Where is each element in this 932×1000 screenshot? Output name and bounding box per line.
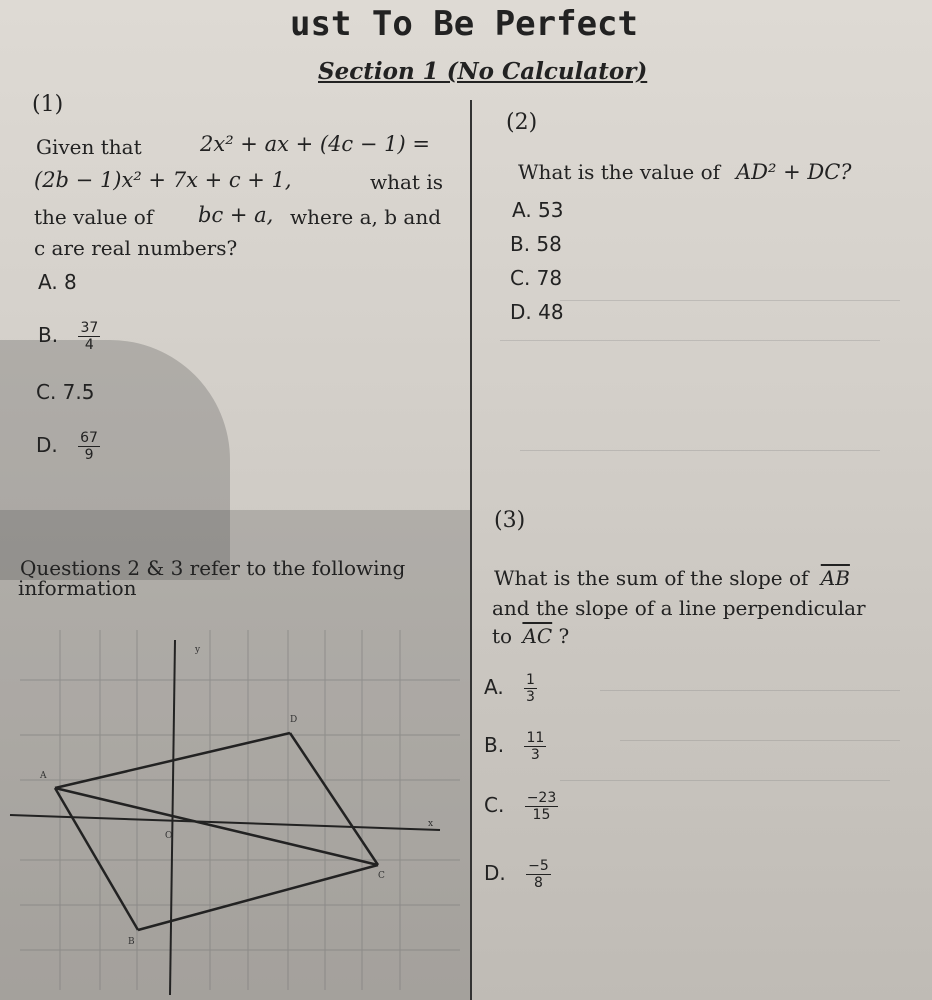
point-d-label: D bbox=[290, 715, 298, 725]
segment-ba bbox=[55, 788, 138, 930]
question-1-text: the value of bbox=[34, 205, 154, 229]
question-3-option-c: C. $\frac{-23}{15}$ bbox=[484, 790, 557, 823]
question-3-text: What is the sum of the slope of $\overline{AB}$ bbox=[494, 566, 850, 590]
question-3-text: to $\overline{AC}$ ? bbox=[492, 624, 570, 648]
point-b-label: B bbox=[128, 937, 135, 947]
segment-cb bbox=[138, 865, 378, 930]
question-1-text: what is bbox=[370, 170, 443, 194]
question-2-option-b: B. 58 bbox=[510, 232, 562, 256]
question-1-equation: (2b − 1)x² + 7x + c + 1, bbox=[34, 168, 292, 192]
question-1-text: c are real numbers? bbox=[34, 236, 238, 260]
segment-dc bbox=[290, 733, 378, 865]
info-text: Questions 2 & 3 refer to the following bbox=[20, 556, 406, 580]
question-1-text: Given that bbox=[36, 135, 142, 159]
info-text: information bbox=[18, 576, 137, 600]
coordinate-graph bbox=[0, 610, 470, 1000]
question-2-option-c: C. 78 bbox=[510, 266, 563, 290]
line-ac-notation: $\overline{AC}$ bbox=[522, 624, 553, 648]
line-ab-notation: $\overline{AB}$ bbox=[820, 566, 850, 590]
quadrilateral-abcd bbox=[55, 733, 378, 930]
question-2-number: (2) bbox=[506, 110, 538, 135]
question-1-number: (1) bbox=[32, 92, 64, 117]
question-1-text: where a, b and bbox=[290, 205, 441, 229]
column-divider bbox=[470, 100, 472, 1000]
question-2-text: What is the value of bbox=[518, 160, 721, 184]
y-axis-label: y bbox=[195, 645, 201, 655]
point-c-label: C bbox=[378, 871, 385, 881]
x-axis-label: x bbox=[428, 819, 434, 829]
question-1-option-a: A. 8 bbox=[38, 270, 77, 294]
question-1-equation: 2x² + ax + (4c − 1) = bbox=[200, 132, 430, 156]
section-heading: Section 1 (No Calculator) bbox=[318, 58, 648, 85]
question-2-option-d: D. 48 bbox=[510, 300, 564, 324]
question-2-expression: AD² + DC? bbox=[736, 160, 852, 184]
question-1-expression: bc + a, bbox=[198, 203, 274, 227]
question-1-option-c: C. 7.5 bbox=[36, 380, 95, 404]
question-2-option-a: A. 53 bbox=[512, 198, 564, 222]
question-3-number: (3) bbox=[494, 508, 526, 533]
question-1-option-b: B. $\frac{37}{4}$ bbox=[38, 320, 99, 353]
graph-gridlines bbox=[20, 630, 460, 990]
question-1-option-d: D. $\frac{67}{9}$ bbox=[36, 430, 98, 463]
point-a-label: A bbox=[40, 771, 47, 781]
page-title: ust To Be Perfect bbox=[290, 4, 638, 44]
origin-label: O bbox=[165, 831, 173, 841]
question-3-option-b: B. $\frac{11}{3}$ bbox=[484, 730, 545, 763]
question-3-option-d: D. $\frac{-5}{8}$ bbox=[484, 858, 549, 891]
question-3-option-a: A. $\frac{1}{3}$ bbox=[484, 672, 535, 705]
question-3-text: and the slope of a line perpendicular bbox=[492, 596, 866, 620]
